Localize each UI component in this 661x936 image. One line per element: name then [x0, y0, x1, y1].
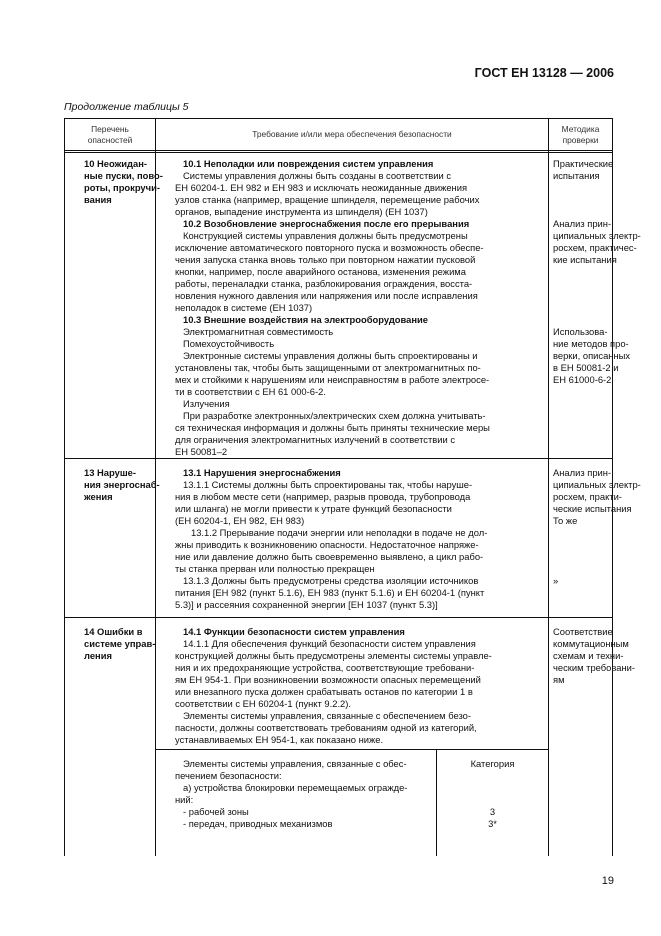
method-line: ципиальных электр-	[553, 230, 641, 241]
requirement-line: конструкцией должны быть предусмотрены элементы системы управле-	[175, 650, 492, 661]
table-continuation-caption: Продолжение таблицы 5	[64, 101, 189, 113]
requirement-line: ты станка прерван или полностью прекращен	[175, 563, 375, 574]
requirement-line: работы, переналадки станка, разблокирования ограждения, восста-	[175, 278, 473, 289]
hazard-line: ния энергоснаб-	[84, 479, 160, 490]
col-header-hazard-line: Перечень	[91, 124, 129, 134]
requirement-line: ние или давление должно быть своевременно выявлено, а цикл рабо-	[175, 551, 484, 562]
subtable-category-header: Категория	[470, 758, 515, 769]
requirement-line: органов, выпадение инструмента из шпинделя) (ЕН 1037)	[175, 206, 428, 217]
requirement-line: для ограничения электромагнитных излучений в соответствии с	[175, 434, 456, 445]
hazard-cell	[84, 467, 160, 503]
method-line: ние методов про-	[553, 338, 629, 349]
requirement-line: Элементы системы управления, связанные с обеспечением безо-	[183, 710, 472, 721]
data-table	[64, 118, 641, 856]
method-line: ЕН 61000-6-2	[553, 374, 612, 385]
col-header-method	[549, 124, 612, 146]
requirement-line: или шланга) не могли привести к утрате функций безопасности	[175, 503, 452, 514]
method-line: Практические	[553, 158, 614, 169]
requirement-line: 13.1.1 Системы должны быть спроектированы так, чтобы наруше-	[183, 479, 473, 490]
col-header-requirement: Требование и/или мера обеспечения безопасности	[252, 129, 452, 139]
requirement-line: 14.1.1 Для обеспечения функций безопасности систем управления	[183, 638, 476, 649]
method-line: Соответствие	[553, 626, 613, 637]
requirement-line: неполадок в системе (ЕН 1037)	[175, 302, 313, 313]
requirement-line: питания [ЕН 982 (пункт 5.1.6), ЕН 983 (пункт 5.1.6) и ЕН 60204-1 (пункт	[175, 587, 485, 598]
method-line: в ЕН 50081-2 и	[553, 362, 619, 373]
method-line: коммутационным	[553, 638, 629, 649]
requirement-line: Излучения	[183, 398, 230, 409]
requirement-line: установлены так, чтобы быть защищенными от электромагнитных по-	[175, 362, 481, 373]
subtable-left-cell	[175, 758, 407, 830]
method-line: ципиальных электр-	[553, 479, 641, 490]
page-number: 19	[601, 875, 614, 887]
col-header-method-line: Методика	[561, 124, 600, 134]
requirement-line: ЕН 50081–2	[175, 446, 228, 457]
hazard-cell	[84, 158, 163, 206]
method-line: испытания	[553, 170, 600, 181]
requirement-line: 13.1.3 Должны быть предусмотрены средства изоляции источников	[183, 575, 479, 586]
requirement-line: узлов станка (например, вращение шпинделя, перемещение рабочих	[175, 194, 480, 205]
method-line: ям	[553, 674, 565, 685]
col-header-hazard	[65, 124, 155, 146]
requirement-line: 10.2 Возобновление энергоснабжения после его прерывания	[183, 218, 470, 229]
subtable-line: - передач, приводных механизмов	[183, 818, 333, 829]
page-header: ГОСТ ЕН 13128 — 2006	[474, 66, 614, 80]
requirement-line: 5.3)] и рассеяния сохраненной энергии [ЕН 1037 (пункт 5.3)]	[175, 599, 438, 610]
requirement-line: Электронные системы управления должны быть спроектированы и	[183, 350, 478, 361]
requirement-line: Конструкцией системы управления должны быть предусмотрены	[183, 230, 468, 241]
requirement-line: 13.1.2 Прерывание подачи энергии или неполадки в подаче не дол-	[191, 527, 488, 538]
subtable-line: печением безопасности:	[175, 770, 282, 781]
requirement-line: пасности, должны соответствовать требованиям одной из категорий,	[175, 722, 477, 733]
hazard-line: ления	[84, 650, 112, 661]
requirement-cell	[175, 158, 490, 458]
hazard-line: 10 Неожидан-	[84, 158, 147, 169]
requirement-line: устанавливаемых ЕН 954-1, как показано ниже.	[175, 734, 384, 745]
method-line: ческие испытания	[553, 503, 632, 514]
subtable-line: Элементы системы управления, связанные с обес-	[183, 758, 407, 769]
method-line: схемам и техни-	[553, 650, 624, 661]
requirement-line: 13.1 Нарушения энергоснабжения	[183, 467, 341, 478]
col-header-hazard-line: опасностей	[87, 135, 133, 145]
method-line: росхем, практи-	[553, 491, 622, 502]
method-line: Использова-	[553, 326, 608, 337]
requirement-line: (ЕН 60204-1, ЕН 982, ЕН 983)	[175, 515, 305, 526]
requirement-line: мех и стойкими к нарушениям или неисправностям в работе электросе-	[175, 374, 490, 385]
method-line: росхем, практичес-	[553, 242, 637, 253]
requirement-line: или внезапного пуска должен срабатывать останов по категории 1 в	[175, 686, 473, 697]
requirement-line: ЕН 60204-1. ЕН 982 и ЕН 983 и исключать неожиданные движения	[175, 182, 468, 193]
hazard-line: 14 Ошибки в	[84, 626, 143, 637]
hazard-line: жения	[84, 491, 113, 502]
method-line: ческим требовани-	[553, 662, 635, 673]
hazard-cell	[84, 626, 155, 662]
requirement-line: При разработке электронных/электрических схем должна учитывать-	[183, 410, 486, 421]
requirement-line: жны приводить к возникновению опасности. Недостаточное напряже-	[175, 539, 479, 550]
requirement-line: ся техническая информация и должны быть приняты технические меры	[175, 422, 490, 433]
method-line: »	[553, 575, 559, 586]
requirement-line: ти в соответствии с ЕН 61 000-6-2.	[175, 386, 326, 397]
subtable-category-value: 3*	[488, 818, 497, 829]
requirement-line: Системы управления должны быть созданы в соответствии с	[183, 170, 452, 181]
requirement-line: соответствии с ЕН 60204-1 (пункт 9.2.2).	[175, 698, 351, 709]
method-line: Анализ прин-	[553, 218, 612, 229]
requirement-line: ния в любом месте сети (например, разрыв провода, трубопровода	[175, 491, 471, 502]
method-line: То же	[553, 515, 578, 526]
method-line: кие испытания	[553, 254, 617, 265]
hazard-line: 13 Наруше-	[84, 467, 136, 478]
requirement-line: 10.3 Внешние воздействия на электрооборудование	[183, 314, 428, 325]
hazard-line: вания	[84, 194, 112, 205]
requirement-line: 14.1 Функции безопасности систем управления	[183, 626, 405, 637]
hazard-line: системе управ-	[84, 638, 156, 649]
hazard-line: ные пуски, пово-	[84, 170, 163, 181]
hazard-line: роты, прокручи-	[84, 182, 160, 193]
requirement-line: кнопки, например, после аварийного останова, изменения режима	[175, 266, 466, 277]
requirement-line: ния и их предохраняющие устройства, соответствующие требовани-	[175, 662, 475, 673]
method-line: верки, описанных	[553, 350, 631, 361]
col-header-method-line: проверки	[562, 135, 599, 145]
method-line: Анализ прин-	[553, 467, 612, 478]
requirement-line: чения запуска станка вновь только при повторном нажатии пусковой	[175, 254, 476, 265]
subtable-line: - рабочей зоны	[183, 806, 249, 817]
requirement-cell	[175, 467, 487, 611]
requirement-line: 10.1 Неполадки или повреждения систем управления	[183, 158, 434, 169]
subtable-line: ний:	[175, 794, 194, 805]
requirement-line: Электромагнитная совместимость	[183, 326, 334, 337]
requirement-cell	[175, 626, 492, 746]
requirement-line: новления нужного давления или напряжения или после исправления	[175, 290, 478, 301]
subtable-category-value: 3	[489, 806, 496, 817]
requirement-line: исключение автоматического повторного пуска и возможность обеспе-	[175, 242, 484, 253]
requirement-line: Помехоустойчивость	[183, 338, 275, 349]
subtable-line: а) устройства блокировки перемещаемых огражде-	[183, 782, 408, 793]
requirement-line: ям ЕН 954-1. При возникновении возможности опасных перемещений	[175, 674, 481, 685]
